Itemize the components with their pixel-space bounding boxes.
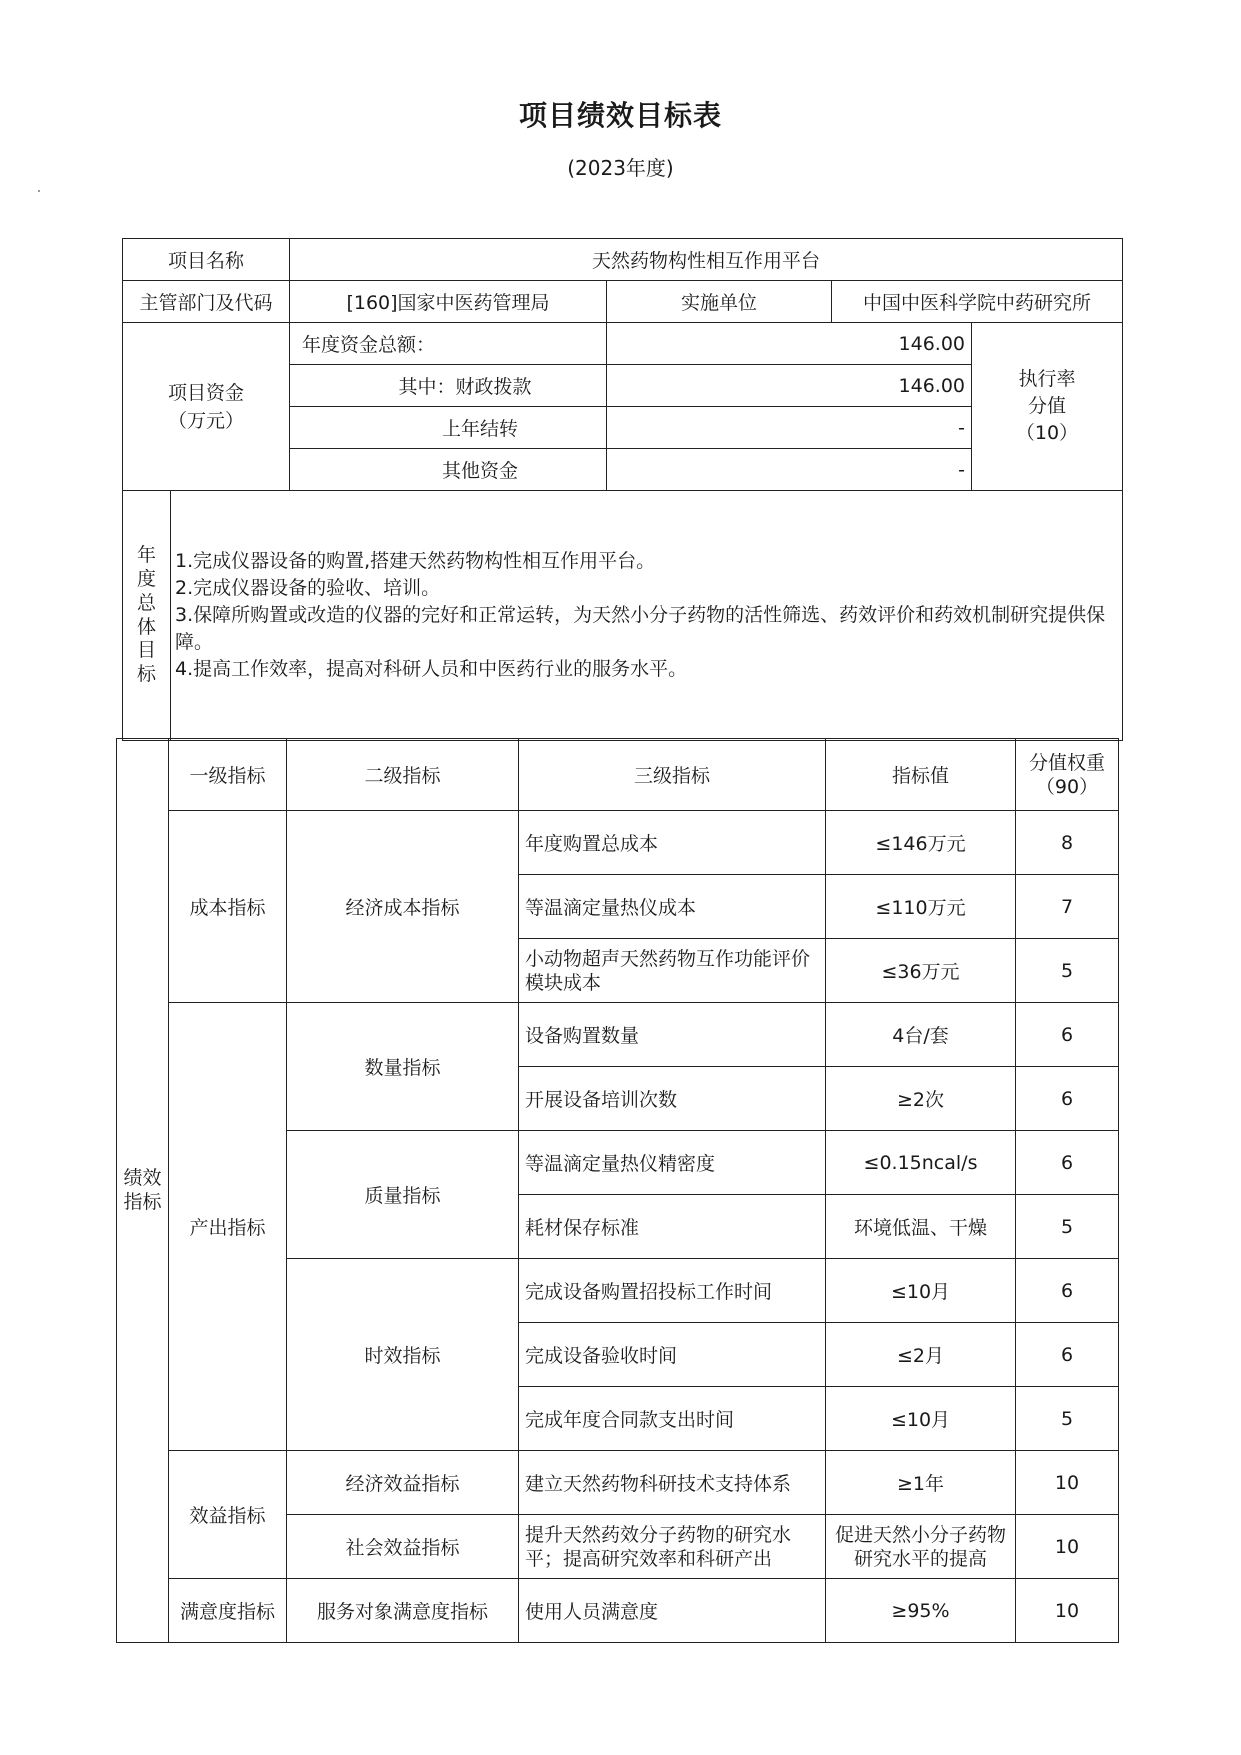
goal-item: 4.提高工作效率，提高对科研人员和中医药行业的服务水平。	[175, 658, 688, 680]
rate-label: 执行率分值（10）	[972, 323, 1123, 491]
level2-social-benefit: 社会效益指标	[287, 1515, 519, 1579]
funds-fiscal-label: 其中：财政拨款	[290, 365, 607, 407]
level3-cell: 完成年度合同款支出时间	[519, 1387, 826, 1451]
goals-content	[171, 491, 1123, 741]
funds-row-total	[123, 323, 1123, 365]
value-cell: ≤2月	[826, 1323, 1016, 1387]
header-value: 指标值	[826, 739, 1016, 811]
funds-total-label: 年度资金总额：	[290, 323, 607, 365]
level3-cell: 提升天然药效分子药物的研究水平；提高研究效率和科研产出	[519, 1515, 826, 1579]
weight-cell: 5	[1016, 1195, 1119, 1259]
weight-cell: 6	[1016, 1259, 1119, 1323]
indicators-label: 绩效指标	[117, 739, 169, 1643]
goal-item: 3.保障所购置或改造的仪器的完好和正常运转，为天然小分子药物的活性筛选、药效评价和药效机制研究提供保障。	[175, 604, 1106, 653]
funds-other-value: -	[607, 449, 972, 491]
header-level2: 二级指标	[287, 739, 519, 811]
value-cell: ≥2次	[826, 1067, 1016, 1131]
level3-cell: 耗材保存标准	[519, 1195, 826, 1259]
value-cell: ≥95%	[826, 1579, 1016, 1643]
project-name-row	[123, 239, 1123, 281]
level3-cell: 完成设备验收时间	[519, 1323, 826, 1387]
project-name-value: 天然药物构性相互作用平台	[290, 239, 1123, 281]
level3-cell: 使用人员满意度	[519, 1579, 826, 1643]
dept-value: [160]国家中医药管理局	[290, 281, 607, 323]
table-row	[117, 1451, 1119, 1515]
level3-cell: 完成设备购置招投标工作时间	[519, 1259, 826, 1323]
table-row	[117, 1579, 1119, 1643]
level3-cell: 等温滴定量热仪精密度	[519, 1131, 826, 1195]
level2-economic-benefit: 经济效益指标	[287, 1451, 519, 1515]
value-cell: ≤146万元	[826, 811, 1016, 875]
funds-total-value: 146.00	[607, 323, 972, 365]
indicators-table	[116, 738, 1119, 1643]
value-cell: ≤110万元	[826, 875, 1016, 939]
level3-cell: 建立天然药物科研技术支持体系	[519, 1451, 826, 1515]
weight-cell: 10	[1016, 1451, 1119, 1515]
level2-timeliness: 时效指标	[287, 1259, 519, 1451]
weight-cell: 6	[1016, 1003, 1119, 1067]
level2-service-satisfaction: 服务对象满意度指标	[287, 1579, 519, 1643]
funds-carryover-label: 上年结转	[290, 407, 607, 449]
unit-value: 中国中医科学院中药研究所	[832, 281, 1123, 323]
level3-cell: 开展设备培训次数	[519, 1067, 826, 1131]
header-level3: 三级指标	[519, 739, 826, 811]
level1-satisfaction: 满意度指标	[169, 1579, 287, 1643]
level2-economic-cost: 经济成本指标	[287, 811, 519, 1003]
goal-item: 2.完成仪器设备的验收、培训。	[175, 577, 441, 599]
header-weight: 分值权重（90）	[1016, 739, 1119, 811]
weight-cell: 6	[1016, 1131, 1119, 1195]
level3-cell: 年度购置总成本	[519, 811, 826, 875]
goals-label: 年度总体目标	[123, 491, 171, 741]
value-cell: 促进天然小分子药物研究水平的提高	[826, 1515, 1016, 1579]
dept-row	[123, 281, 1123, 323]
level1-cost: 成本指标	[169, 811, 287, 1003]
level3-cell: 等温滴定量热仪成本	[519, 875, 826, 939]
level1-benefit: 效益指标	[169, 1451, 287, 1579]
funds-fiscal-value: 146.00	[607, 365, 972, 407]
table-row	[117, 811, 1119, 875]
value-cell: ≤10月	[826, 1387, 1016, 1451]
weight-cell: 6	[1016, 1323, 1119, 1387]
level3-cell: 设备购置数量	[519, 1003, 826, 1067]
value-cell: ≤10月	[826, 1259, 1016, 1323]
weight-cell: 10	[1016, 1515, 1119, 1579]
table-row	[117, 1003, 1119, 1067]
scan-speck	[38, 190, 40, 192]
project-name-label: 项目名称	[123, 239, 290, 281]
level2-quality: 质量指标	[287, 1131, 519, 1259]
funds-label: 项目资金（万元）	[123, 323, 290, 491]
value-cell: ≥1年	[826, 1451, 1016, 1515]
dept-label: 主管部门及代码	[123, 281, 290, 323]
value-cell: ≤0.15ncal/s	[826, 1131, 1016, 1195]
funds-other-label: 其他资金	[290, 449, 607, 491]
value-cell: 环境低温、干燥	[826, 1195, 1016, 1259]
goal-item: 1.完成仪器设备的购置,搭建天然药物构性相互作用平台。	[175, 550, 656, 572]
weight-cell: 6	[1016, 1067, 1119, 1131]
value-cell: 4台/套	[826, 1003, 1016, 1067]
weight-cell: 8	[1016, 811, 1119, 875]
page-title: 项目绩效目标表	[518, 99, 722, 132]
unit-label: 实施单位	[607, 281, 832, 323]
indicators-header-row	[117, 739, 1119, 811]
level2-quantity: 数量指标	[287, 1003, 519, 1131]
value-cell: ≤36万元	[826, 939, 1016, 1003]
level1-output: 产出指标	[169, 1003, 287, 1451]
funds-carryover-value: -	[607, 407, 972, 449]
goals-row	[123, 491, 1123, 741]
weight-cell: 5	[1016, 939, 1119, 1003]
weight-cell: 10	[1016, 1579, 1119, 1643]
header-level1: 一级指标	[169, 739, 287, 811]
page-subtitle: (2023年度)	[567, 156, 674, 180]
level3-cell: 小动物超声天然药物互作功能评价模块成本	[519, 939, 826, 1003]
project-info-table	[122, 238, 1123, 741]
weight-cell: 7	[1016, 875, 1119, 939]
weight-cell: 5	[1016, 1387, 1119, 1451]
